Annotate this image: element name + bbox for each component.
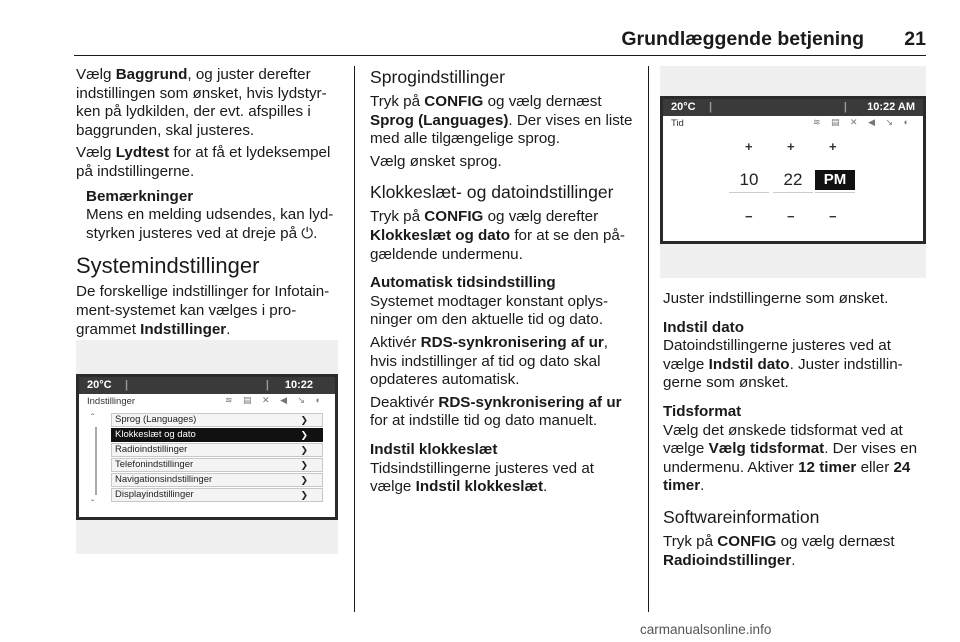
temperature: 20°C — [671, 101, 696, 113]
column-1 — [76, 66, 342, 343]
settings-screen — [76, 374, 338, 520]
status-bar — [79, 377, 335, 394]
chevron-right-icon: ❯ — [300, 460, 308, 470]
minute-up-icon: + — [787, 139, 795, 154]
paragraph-background: Vælg Baggrund, og juster derefter indstillingen som ønsket, hvis lydstyr-ken på lydkilden, der evt. afspilles i baggrunden, skal justeres. — [76, 66, 327, 139]
menu-item-display: Displayindstillinger ❯ — [111, 488, 323, 502]
status-separator: | — [843, 101, 847, 113]
paragraph-choose-language: Vælg ønsket sprog. — [370, 152, 502, 170]
heading-set-time: Indstil klokkeslæt — [370, 440, 498, 458]
hour-value: 10 — [739, 170, 759, 189]
minute-value: 22 — [783, 170, 803, 189]
paragraph-set-date: Datoindstillingerne justeres ved at vælge Indstil dato. Juster indstillin-gerne som ønsket. — [663, 337, 903, 392]
period-up-icon: + — [829, 139, 837, 154]
page-header — [74, 26, 926, 56]
status-bar — [663, 99, 923, 116]
heading-language: Sprogindstillinger — [370, 67, 505, 87]
paragraph-adjust: Juster indstillingerne som ønsket. — [663, 290, 889, 307]
paragraph-set-time: Tidsindstillingerne justeres ved at vælge Indstil klokkeslæt. — [370, 459, 594, 496]
menu-item-radio: Radioindstillinger ❯ — [111, 443, 323, 457]
minute-underline — [773, 192, 813, 193]
menu-item-clock-date: Klokkeslæt og dato ❯ — [111, 428, 323, 442]
period-down-icon: − — [829, 209, 837, 224]
chevron-right-icon: ❯ — [300, 445, 308, 455]
hour-underline — [729, 192, 769, 193]
note-text: Mens en melding udsendes, kan lyd-styrken justeres ved at dreje på ⏻. — [86, 206, 334, 242]
paragraph-software-info: Tryk på CONFIG og vælg dernæst Radioindstillinger. — [663, 532, 895, 569]
status-separator: | — [125, 379, 129, 391]
column-divider-2 — [648, 66, 649, 612]
paragraph-auto-time: Systemet modtager konstant oplys-ninger om den aktuelle tid og dato. — [370, 292, 609, 329]
chevron-right-icon: ❯ — [300, 430, 308, 440]
status-separator: | — [709, 101, 713, 113]
paragraph-clock-date: Tryk på CONFIG og vælg derefter Klokkeslæt og dato for at se den på-gældende undermenu. — [370, 208, 625, 263]
clock: 10:22 — [284, 379, 313, 391]
paragraph-activate-rds: Aktivér RDS-synkronisering af ur, hvis indstillinger af tid og dato skal opdateres automatisk. — [370, 333, 609, 389]
menu-item-language: Sprog (Languages) ❯ — [111, 413, 323, 427]
note-title: Bemærkninger — [86, 187, 194, 205]
settings-menu — [111, 413, 323, 503]
hour-down-icon: − — [745, 209, 753, 224]
period-underline — [815, 192, 855, 193]
scroll-track — [95, 427, 97, 495]
paragraph-system-settings: De forskellige indstillinger for Infotain-ment-systemet kan vælges i pro-grammet Indstillinger. — [76, 283, 330, 338]
status-icons: ≋ ▤ ✕ ◀ ↘ ◐ — [225, 395, 325, 405]
time-screen — [660, 96, 926, 244]
note-box — [76, 188, 342, 244]
screen-title: Tid — [671, 118, 684, 129]
status-separator: | — [265, 379, 269, 391]
chevron-right-icon: ❯ — [300, 475, 308, 485]
heading-system-settings: Systemindstillinger — [76, 253, 260, 279]
menu-item-navigation: Navigationsindstillinger ❯ — [111, 473, 323, 487]
heading-set-date: Indstil dato — [663, 318, 744, 336]
status-icons: ≋ ▤ ✕ ◀ ↘ ◐ — [813, 117, 913, 127]
paragraph-soundtest: Vælg Lydtest for at få et lydeksempel på indstillingerne. — [76, 144, 331, 180]
hour-up-icon: + — [745, 139, 753, 154]
screen-title: Indstillinger — [87, 396, 136, 407]
menu-item-phone: Telefonindstillinger ❯ — [111, 458, 323, 472]
time-screenshot — [660, 66, 926, 278]
chevron-right-icon: ❯ — [300, 415, 308, 425]
paragraph-language: Tryk på CONFIG og vælg dernæst Sprog (Languages). Der vises en liste med alle tilgængelige sprog. — [370, 93, 633, 148]
page-title: Grundlæggende betjening — [621, 28, 864, 50]
column-2 — [370, 66, 634, 501]
heading-auto-time: Automatisk tidsindstilling — [370, 274, 556, 292]
paragraph-time-format: Vælg det ønskede tidsformat ved at vælge Vælg tidsformat. Der vises en undermenu. Aktiver 12 timer eller 24 timer. — [663, 421, 918, 495]
heading-software-info: Softwareinformation — [663, 506, 820, 527]
chevron-right-icon: ❯ — [300, 490, 308, 500]
heading-clock-date: Klokkeslæt- og datoindstillinger — [370, 182, 614, 203]
clock: 10:22 AM — [867, 101, 915, 113]
period-value: PM — [815, 170, 855, 190]
scroll-up-icon: ˆ — [91, 413, 95, 424]
column-divider-1 — [354, 66, 355, 612]
settings-screenshot — [76, 340, 338, 554]
minute-down-icon: − — [787, 209, 795, 224]
column-3 — [663, 290, 925, 574]
scroll-down-icon: ˇ — [91, 499, 95, 510]
heading-time-format: Tidsformat — [663, 402, 742, 420]
page-number: 21 — [904, 28, 926, 50]
temperature: 20°C — [87, 379, 112, 391]
watermark: carmanualsonline.info — [640, 622, 772, 637]
paragraph-deactivate-rds: Deaktivér RDS-synkronisering af ur for at indstille tid og dato manuelt. — [370, 393, 622, 430]
